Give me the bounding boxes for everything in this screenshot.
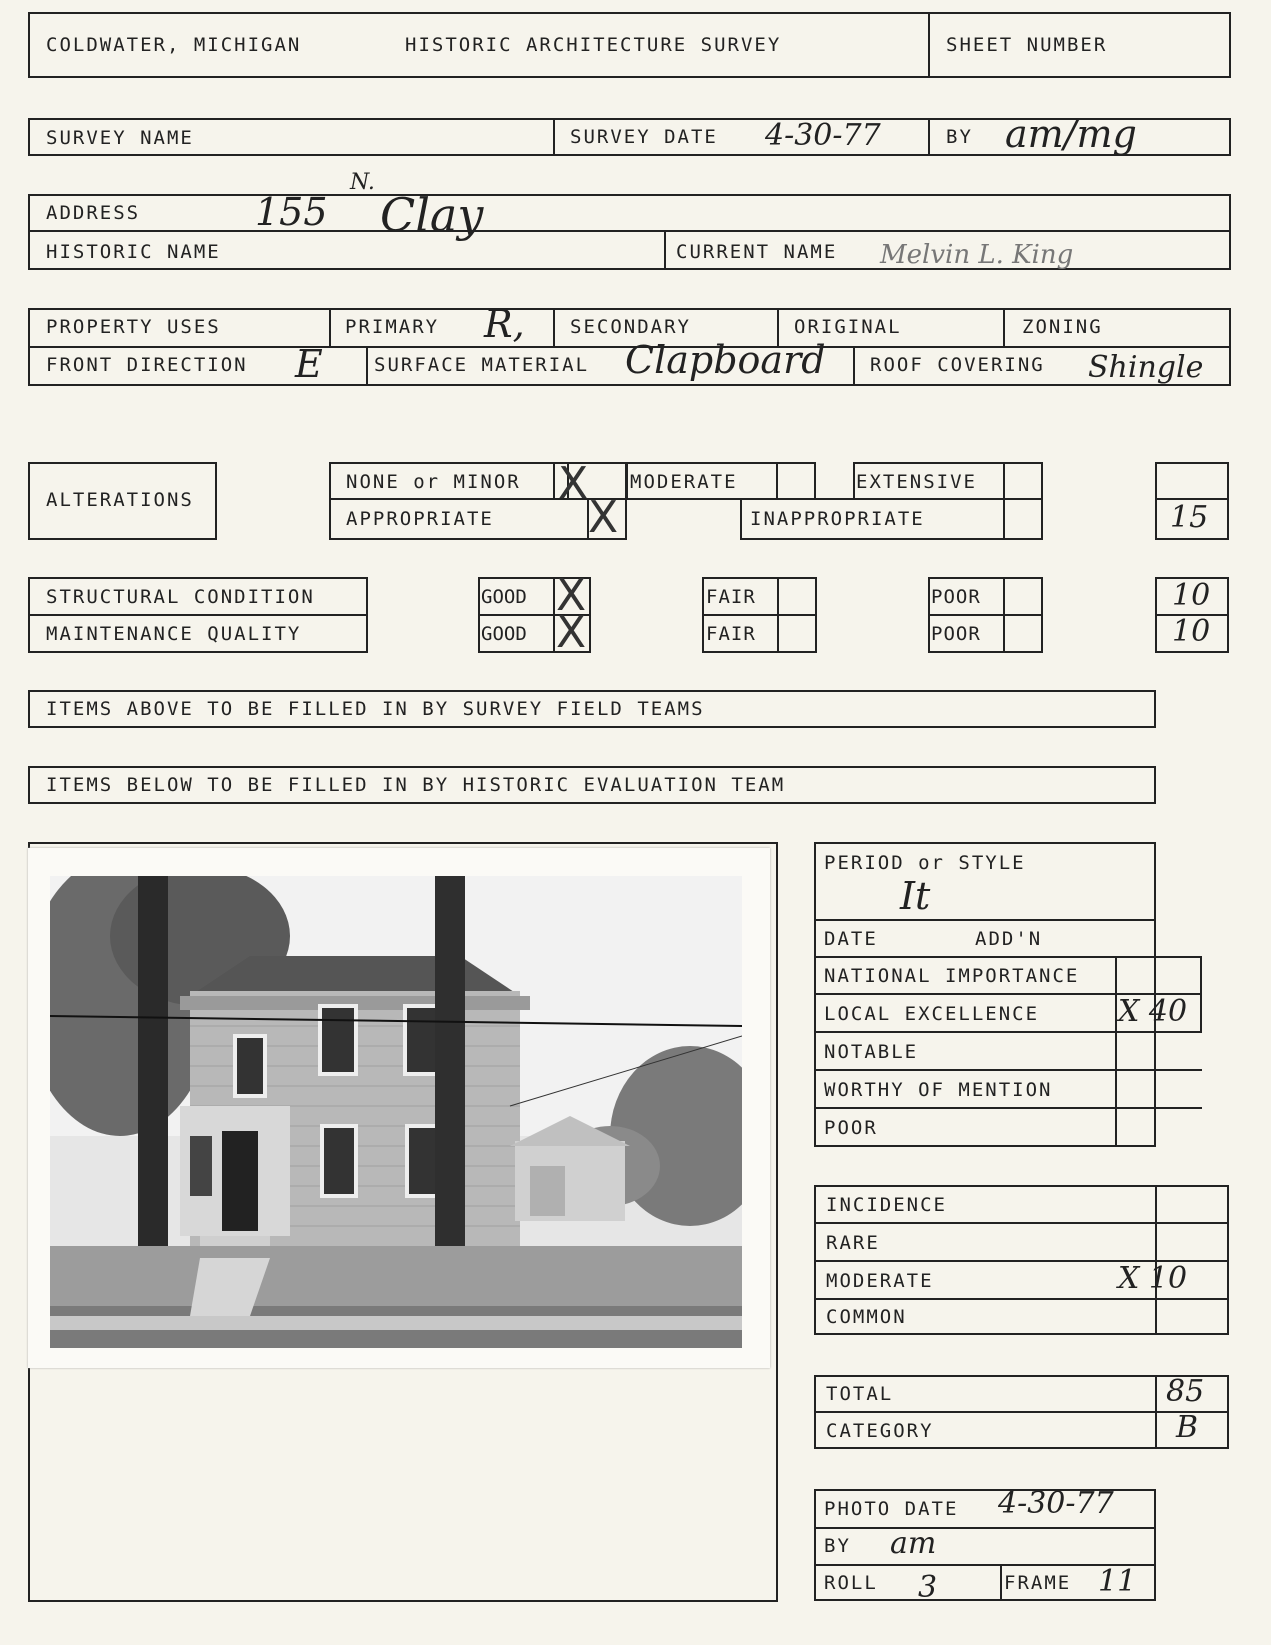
alterations-score: 15	[1170, 500, 1209, 535]
national-importance-label: NATIONAL IMPORTANCE	[824, 965, 1080, 987]
survey-date-value: 4-30-77	[765, 118, 881, 153]
survey-name-label: SURVEY NAME	[46, 127, 194, 149]
photo-date-value: 4-30-77	[998, 1486, 1114, 1521]
date-label: DATE	[824, 928, 878, 950]
front-direction-label: FRONT DIRECTION	[46, 354, 248, 376]
photo-date-label: PHOTO DATE	[824, 1498, 959, 1520]
zoning-label: ZONING	[1022, 316, 1103, 338]
totals-score-divider	[1155, 1375, 1157, 1449]
eval-divider-date	[814, 956, 1202, 958]
surface-material-value: Clapboard	[625, 338, 826, 382]
eval-score-right	[1200, 956, 1202, 1032]
incidence-divider-1	[814, 1222, 1229, 1224]
incidence-divider-3	[814, 1298, 1229, 1300]
total-value: 85	[1166, 1374, 1205, 1409]
survey-by-value: am/mg	[1005, 112, 1137, 156]
notable-label: NOTABLE	[824, 1041, 919, 1063]
property-divider-1	[329, 308, 331, 346]
secondary-label: SECONDARY	[570, 316, 691, 338]
header-divider	[928, 12, 930, 78]
front-direction-value: E	[295, 342, 323, 386]
note-below: ITEMS BELOW TO BE FILLED IN BY HISTORIC EVALUATION TEAM	[46, 774, 786, 796]
worthy-label: WORTHY OF MENTION	[824, 1079, 1053, 1101]
fair-divider	[702, 614, 817, 616]
eval-divider-local	[814, 1031, 1202, 1033]
none-minor-label: NONE or MINOR	[346, 471, 521, 493]
maintenance-good-mark: X	[556, 607, 587, 658]
address-street: Clay	[380, 188, 484, 242]
address-label: ADDRESS	[46, 202, 141, 224]
good-check-divider	[553, 577, 555, 653]
survey-divider-1	[553, 118, 555, 156]
roof-covering-value: Shingle	[1088, 350, 1204, 385]
eval-divider-period	[814, 919, 1156, 921]
structural-poor-label: POOR	[931, 586, 981, 608]
sheet-number-label: SHEET NUMBER	[946, 34, 1108, 56]
local-excellence-label: LOCAL EXCELLENCE	[824, 1003, 1040, 1025]
category-value: B	[1176, 1410, 1199, 1445]
property-divider-2	[553, 308, 555, 346]
category-label: CATEGORY	[826, 1420, 934, 1442]
eval-divider-worthy	[814, 1107, 1202, 1109]
original-label: ORIGINAL	[794, 316, 902, 338]
address-row-divider	[28, 230, 1231, 232]
frame-label: FRAME	[1004, 1572, 1072, 1594]
extensive-checkbox[interactable]	[1003, 462, 1043, 500]
totals-divider	[814, 1411, 1229, 1413]
total-label: TOTAL	[826, 1383, 894, 1405]
structural-score: 10	[1172, 578, 1211, 613]
structural-good-mark: X	[556, 570, 587, 621]
addn-label: ADD'N	[975, 928, 1043, 950]
eval-poor-label: POOR	[824, 1117, 878, 1139]
moderate-checkbox[interactable]	[776, 462, 816, 500]
current-name-value: Melvin L. King	[880, 240, 1074, 270]
survey-by-label: BY	[946, 126, 973, 148]
local-excellence-value: X 40	[1118, 994, 1188, 1029]
roll-label: ROLL	[824, 1572, 878, 1594]
roll-value: 3	[918, 1570, 938, 1605]
rare-label: RARE	[826, 1232, 880, 1254]
structural-good-label: GOOD	[481, 586, 527, 608]
common-label: COMMON	[826, 1306, 907, 1328]
appropriate-mark: X	[588, 492, 619, 543]
primary-value: R,	[484, 302, 525, 346]
current-name-divider	[664, 230, 666, 270]
poor-check-divider	[1003, 577, 1005, 653]
poor-divider	[928, 614, 1043, 616]
maintenance-good-label: GOOD	[481, 623, 527, 645]
photo-by-label: BY	[824, 1535, 851, 1557]
property-divider-4	[1003, 308, 1005, 346]
none-minor-mark: X	[558, 458, 589, 509]
incidence-label: INCIDENCE	[826, 1194, 947, 1216]
period-value: It	[900, 874, 931, 918]
photo-info-frame-divider	[1000, 1564, 1002, 1601]
maintenance-score: 10	[1172, 614, 1211, 649]
property-divider-5	[366, 346, 368, 386]
house-photo	[50, 876, 742, 1348]
inappropriate-label: INAPPROPRIATE	[750, 508, 925, 530]
eval-score-divider	[1115, 956, 1117, 1147]
survey-divider-2	[928, 118, 930, 156]
maintenance-poor-label: POOR	[931, 623, 981, 645]
roof-covering-label: ROOF COVERING	[870, 354, 1045, 376]
note-above: ITEMS ABOVE TO BE FILLED IN BY SURVEY FIELD TEAMS	[46, 698, 705, 720]
moderate-label: MODERATE	[630, 471, 738, 493]
structural-fair-label: FAIR	[706, 586, 756, 608]
photo-info-divider-1	[814, 1527, 1156, 1529]
surface-material-label: SURFACE MATERIAL	[374, 354, 590, 376]
alterations-label: ALTERATIONS	[46, 489, 194, 511]
historic-name-label: HISTORIC NAME	[46, 241, 221, 263]
primary-label: PRIMARY	[345, 316, 440, 338]
incidence-moderate-value: X 10	[1118, 1261, 1188, 1296]
inappropriate-checkbox[interactable]	[1003, 498, 1043, 540]
frame-value: 11	[1098, 1564, 1137, 1599]
period-label: PERIOD or STYLE	[824, 852, 1026, 874]
extensive-label: EXTENSIVE	[856, 471, 977, 493]
address-number: 155	[255, 190, 328, 234]
current-name-label: CURRENT NAME	[676, 241, 838, 263]
eval-divider-notable	[814, 1069, 1202, 1071]
structural-condition-label: STRUCTURAL CONDITION	[46, 586, 315, 608]
incidence-moderate-label: MODERATE	[826, 1270, 934, 1292]
photo-by-value: am	[890, 1526, 937, 1561]
maintenance-quality-label: MAINTENANCE QUALITY	[46, 623, 302, 645]
fair-check-divider	[777, 577, 779, 653]
house-photo-drawing	[50, 876, 742, 1348]
address-direction: N.	[350, 170, 375, 195]
maintenance-fair-label: FAIR	[706, 623, 756, 645]
property-divider-6	[853, 346, 855, 386]
appropriate-label: APPROPRIATE	[346, 508, 494, 530]
property-uses-label: PROPERTY USES	[46, 316, 221, 338]
header-title: HISTORIC ARCHITECTURE SURVEY	[405, 34, 782, 56]
incidence-score-divider	[1155, 1185, 1157, 1335]
survey-date-label: SURVEY DATE	[570, 126, 718, 148]
condition-label-divider	[28, 614, 368, 616]
header-city: COLDWATER, MICHIGAN	[46, 34, 302, 56]
